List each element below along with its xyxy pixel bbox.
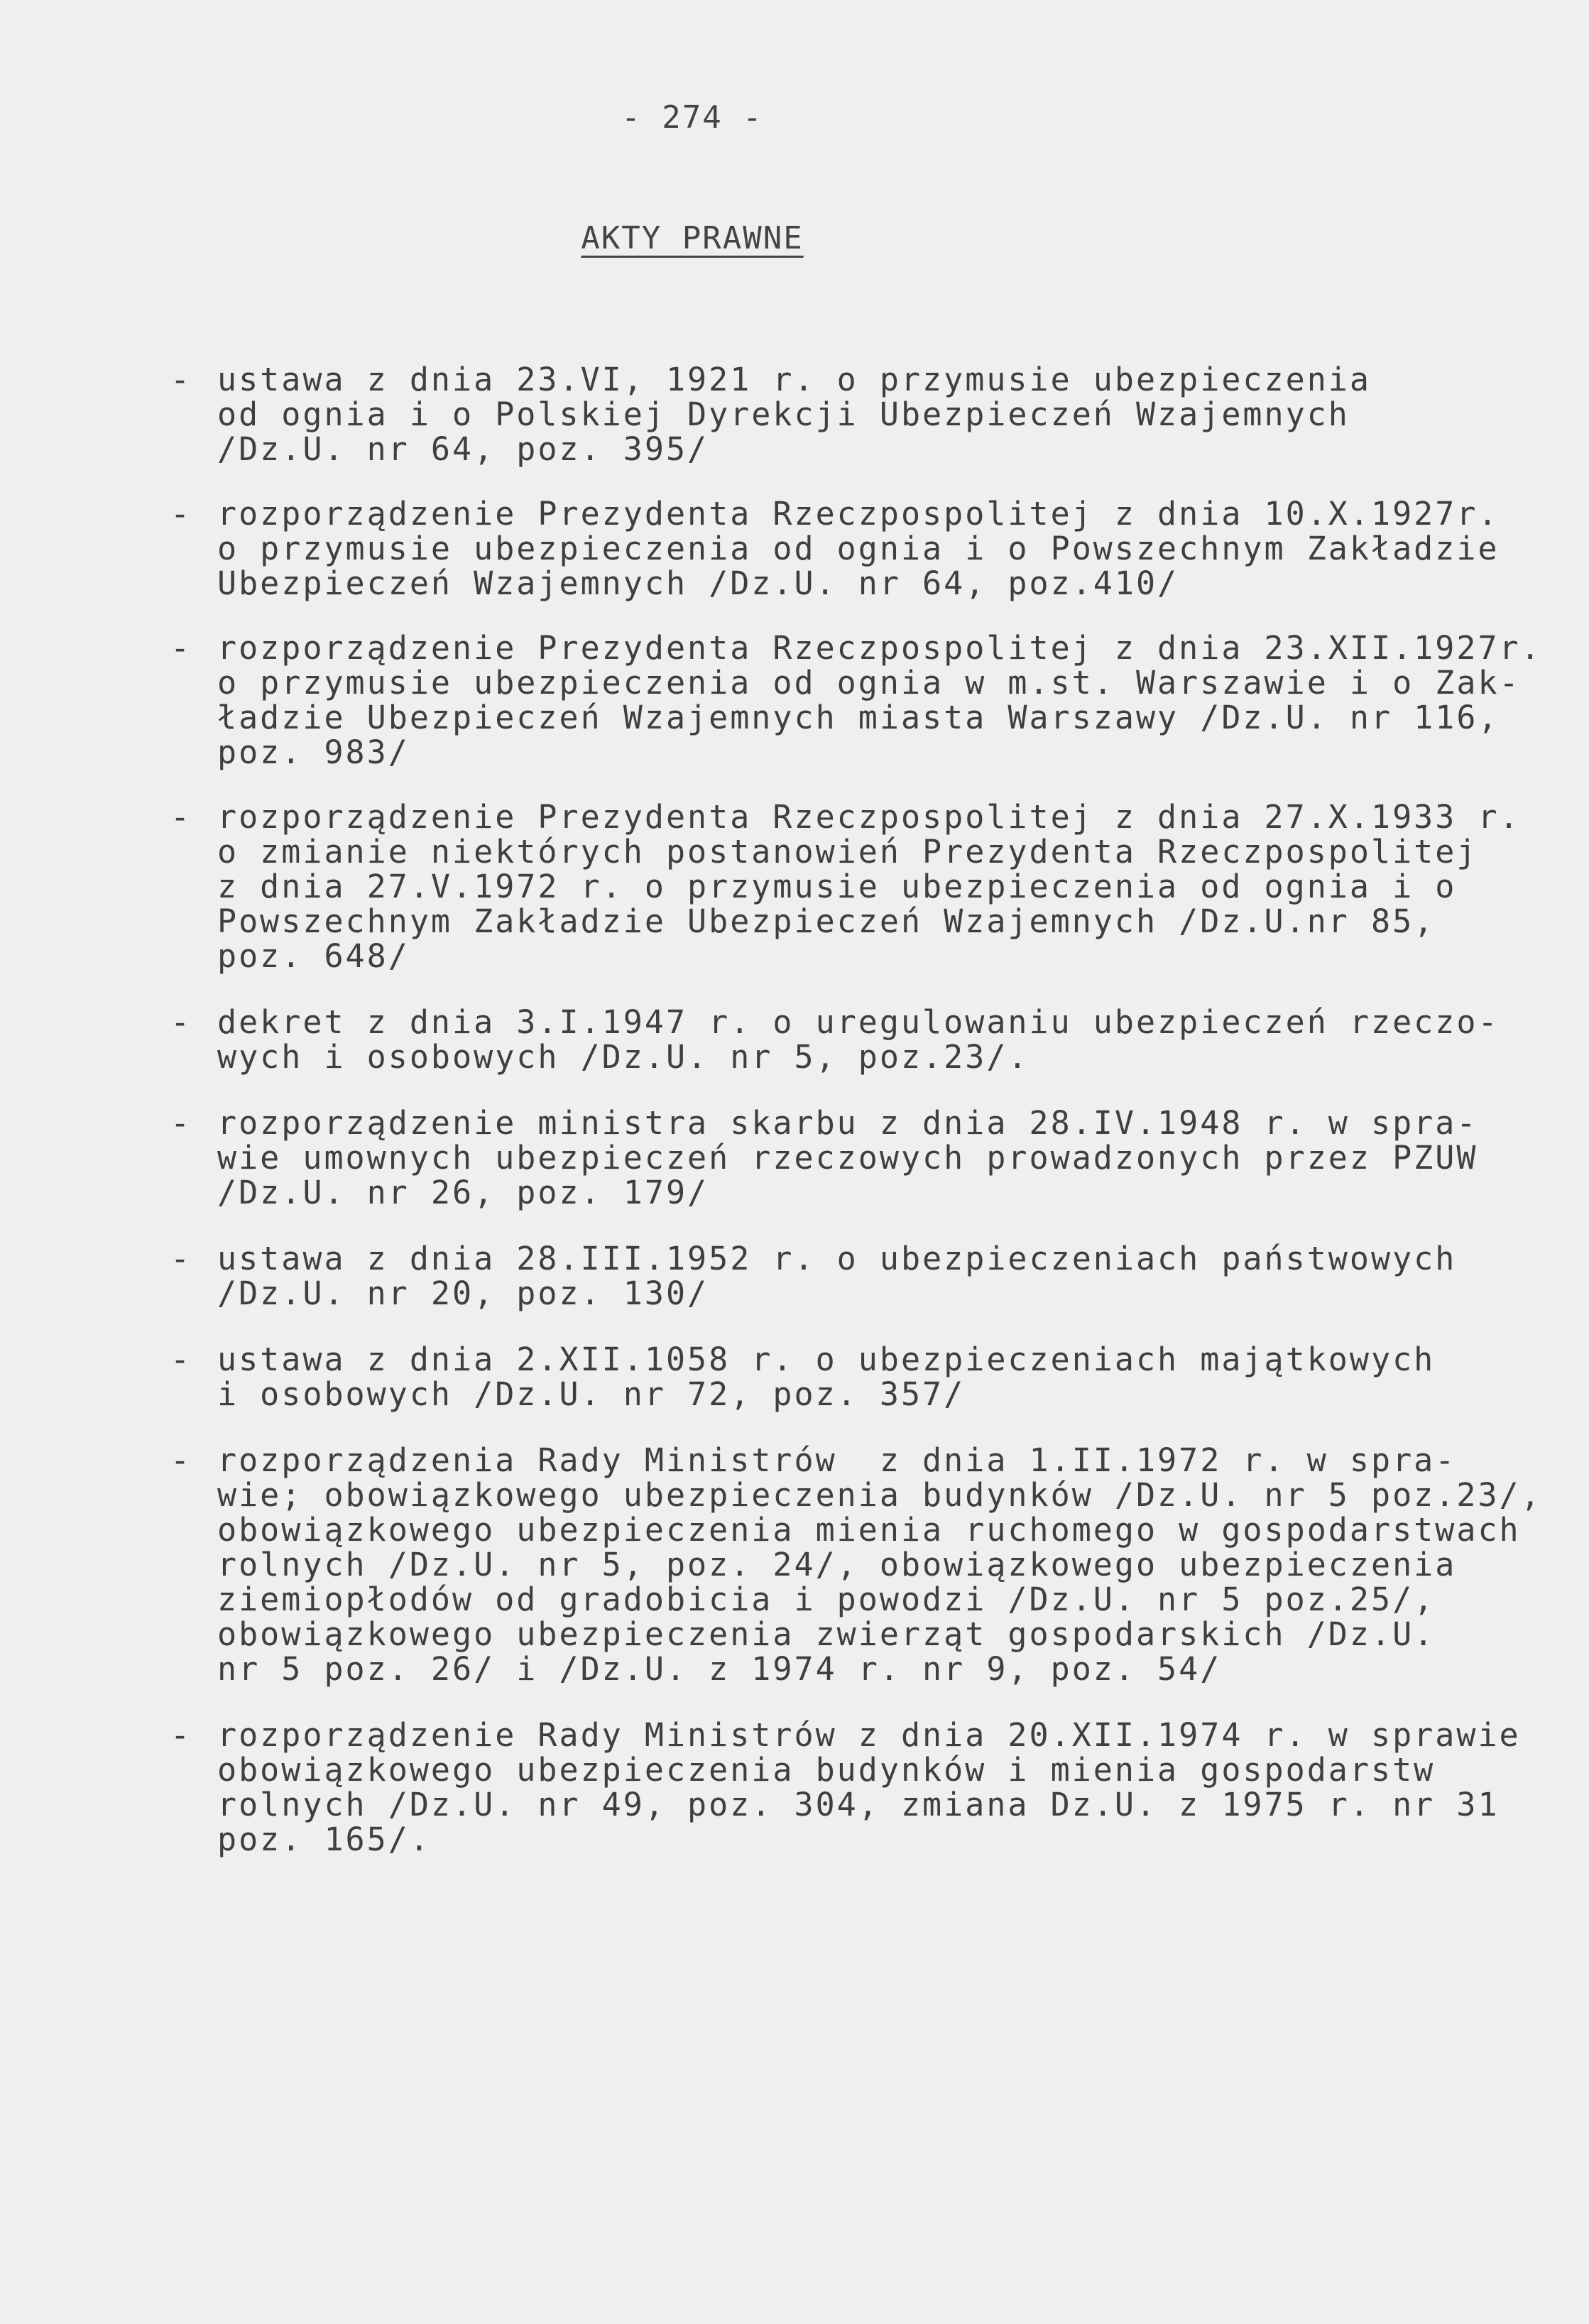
legal-act-entry (170, 1342, 1562, 1412)
list-dash: - (170, 1441, 192, 1479)
entry-line: poz. 165/. (217, 1821, 431, 1858)
list-dash: - (170, 1716, 192, 1754)
entry-line: wych i osobowych /Dz.U. nr 5, poz.23/. (217, 1038, 1030, 1076)
legal-act-entry (170, 1106, 1562, 1210)
list-dash: - (170, 1003, 192, 1041)
entry-line: rolnych /Dz.U. nr 49, poz. 304, zmiana Dz.U. z 1975 r. nr 31 (217, 1786, 1500, 1823)
entry-line: o przymusie ubezpieczenia od ognia w m.st. Warszawie i o Zak- (217, 664, 1521, 702)
entry-line: rozporządzenia Rady Ministrów z dnia 1.II.1972 r. w spra- (217, 1441, 1457, 1479)
entry-line: ustawa z dnia 2.XII.1058 r. o ubezpieczeniach majątkowych (217, 1341, 1436, 1378)
entry-line: rozporządzenie Prezydenta Rzeczpospolitej z dnia 10.X.1927r. (217, 495, 1500, 533)
page-heading (0, 220, 1385, 256)
legal-act-entry (170, 631, 1562, 770)
entry-line: obowiązkowego ubezpieczenia budynków i mienia gospodarstw (217, 1751, 1436, 1789)
list-dash: - (170, 495, 192, 533)
entry-line: rolnych /Dz.U. nr 5, poz. 24/, obowiązkowego ubezpieczenia (217, 1546, 1457, 1583)
legal-act-entry (170, 1718, 1562, 1857)
entry-line: rozporządzenie Rady Ministrów z dnia 20.XII.1974 r. w sprawie (217, 1716, 1521, 1754)
entry-line: nr 5 poz. 26/ i /Dz.U. z 1974 r. nr 9, poz. 54/ (217, 1650, 1222, 1688)
legal-act-entry (170, 800, 1562, 973)
legal-act-entry (170, 362, 1562, 467)
page-number: - 274 - (621, 99, 763, 136)
entry-line: poz. 983/ (217, 733, 410, 771)
list-dash: - (170, 1341, 192, 1378)
list-dash: - (170, 629, 192, 667)
entry-line: rozporządzenie Prezydenta Rzeczpospolitej z dnia 27.X.1933 r. (217, 798, 1521, 836)
entry-line: ziemiopłodów od gradobicia i powodzi /Dz.U. nr 5 poz.25/, (217, 1581, 1436, 1618)
entry-line: /Dz.U. nr 26, poz. 179/ (217, 1174, 709, 1211)
entry-line: ustawa z dnia 23.VI, 1921 r. o przymusie ubezpieczenia (217, 361, 1371, 398)
entry-line: o zmianie niektórych postanowień Prezydenta Rzeczpospolitej (217, 833, 1478, 871)
legal-acts-list (170, 362, 1562, 1857)
entry-line: rozporządzenie ministra skarbu z dnia 28.IV.1948 r. w spra- (217, 1104, 1478, 1142)
entry-line: wie; obowiązkowego ubezpieczenia budynków /Dz.U. nr 5 poz.23/, (217, 1476, 1542, 1514)
legal-act-entry (170, 1005, 1562, 1074)
entry-line: obowiązkowego ubezpieczenia zwierząt gospodarskich /Dz.U. (217, 1615, 1436, 1653)
entry-line: rozporządzenie Prezydenta Rzeczpospolitej z dnia 23.XII.1927r. (217, 629, 1542, 667)
entry-line: obowiązkowego ubezpieczenia mienia ruchomego w gospodarstwach (217, 1511, 1521, 1549)
entry-line: Ubezpieczeń Wzajemnych /Dz.U. nr 64, poz.410/ (217, 564, 1179, 602)
entry-line: od ognia i o Polskiej Dyrekcji Ubezpieczeń Wzajemnych (217, 395, 1350, 433)
entry-line: poz. 648/ (217, 937, 410, 975)
legal-act-entry (170, 496, 1562, 601)
list-dash: - (170, 1240, 192, 1277)
list-dash: - (170, 1104, 192, 1142)
legal-act-entry (170, 1443, 1562, 1686)
entry-line: /Dz.U. nr 64, poz. 395/ (217, 430, 709, 468)
entry-line: /Dz.U. nr 20, poz. 130/ (217, 1275, 709, 1312)
legal-act-entry (170, 1241, 1562, 1311)
entry-line: dekret z dnia 3.I.1947 r. o uregulowaniu ubezpieczeń rzeczo- (217, 1003, 1500, 1041)
list-dash: - (170, 798, 192, 836)
entry-line: ładzie Ubezpieczeń Wzajemnych miasta Warszawy /Dz.U. nr 116, (217, 699, 1500, 736)
entry-line: z dnia 27.V.1972 r. o przymusie ubezpieczenia od ognia i o (217, 868, 1457, 905)
entry-line: ustawa z dnia 28.III.1952 r. o ubezpieczeniach państwowych (217, 1240, 1457, 1277)
entry-line: i osobowych /Dz.U. nr 72, poz. 357/ (217, 1375, 966, 1413)
entry-line: o przymusie ubezpieczenia od ognia i o Powszechnym Zakładzie (217, 530, 1500, 567)
list-dash: - (170, 361, 192, 398)
entry-line: wie umownych ubezpieczeń rzeczowych prowadzonych przez PZUW (217, 1139, 1478, 1177)
entry-line: Powszechnym Zakładzie Ubezpieczeń Wzajemnych /Dz.U.nr 85, (217, 902, 1436, 940)
heading-text: AKTY PRAWNE (581, 220, 804, 256)
